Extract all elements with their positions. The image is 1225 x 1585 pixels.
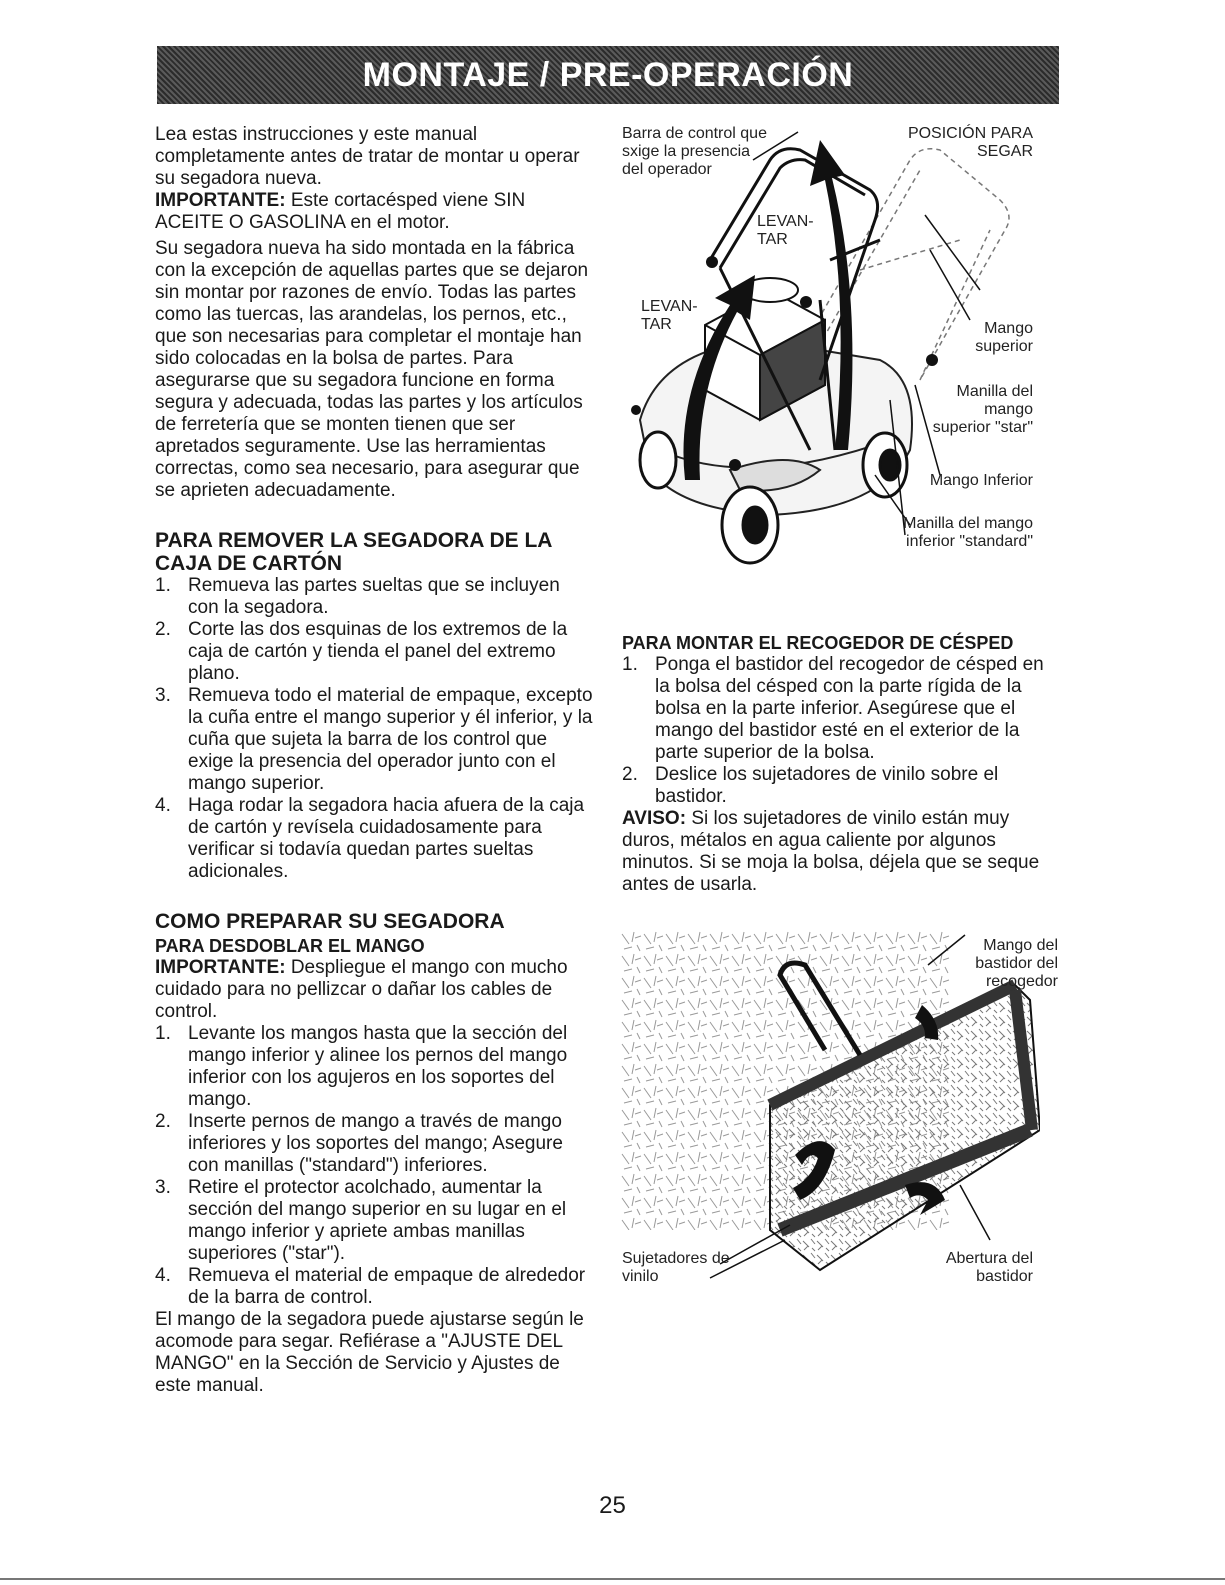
intro-assembly-paragraph: Su segadora nueva ha sido montada en la fábrica con la excepción de aquellas partes que se dejaron sin montar por razones de envío. Todas las partes como las tuercas, las arandelas, los pernos, etc., que son necesarias para completar el montaje han sido colocadas en la bolsa de partes. Para asegurarse que su segadora funcione en forma segura y adecuada, todas las partes y los artículos de ferretería que se monten tienen que ser apretados seguramente. Use las herramientas correctas, como sea necesario, para asegurar que se aprieten adecuadamente. (155, 238, 589, 501)
catcher-steps (622, 654, 1052, 808)
list-item: 1. Remueva las partes sueltas que se incluyen con la segadora. (155, 575, 560, 618)
left-column (155, 124, 595, 1397)
list-item: 2. Deslice los sujetadores de vinilo sobre el bastidor. (622, 764, 999, 807)
notice-label: AVISO: (622, 808, 687, 829)
upper-knob-label: Manilla del mango superior "star" (932, 383, 1033, 436)
remove-heading: PARA REMOVER LA SEGADORA DE LA CAJA DE CARTÓN (155, 529, 552, 575)
prepare-important: IMPORTANTE: Despliegue el mango con mucho cuidado para no pellizcar o dañar los cables de control. (155, 957, 568, 1022)
important-label: IMPORTANTE: (155, 190, 286, 211)
list-item: 2. Corte las dos esquinas de los extremos de la caja de cartón y tienda el panel del extremo plano. (155, 619, 568, 684)
important-label: IMPORTANTE: (155, 957, 286, 978)
page-number: 25 (599, 1492, 626, 1519)
mow-position-label: POSICIÓN PARA SEGAR (907, 125, 1033, 160)
section-title: MONTAJE / PRE-OPERACIÓN (362, 55, 854, 94)
prepare-steps (155, 1023, 595, 1309)
lift-label-left: LEVAN- TAR (641, 298, 698, 333)
section-title-banner (157, 46, 1059, 104)
upper-handle-label: Mango superior (975, 320, 1033, 355)
intro-paragraph: Lea estas instrucciones y este manual completamente antes de tratar de montar u operar su segadora nueva. (155, 124, 580, 189)
prepare-closing: El mango de la segadora puede ajustarse según le acomode para segar. Refiérase a "AJUSTE DEL MANGO" en la Sección de Servicio y Ajustes de este manual. (155, 1309, 584, 1396)
bottom-rule (0, 1578, 1225, 1580)
frame-handle-label: Mango del bastidor del recogedor (975, 937, 1058, 990)
catcher-notice: AVISO: Si los sujetadores de vinilo están muy duros, métalos en agua caliente por algunos minutos. Si se moja la bolsa, déjela que se seque antes de usarla. (622, 808, 1040, 895)
prepare-heading: COMO PREPARAR SU SEGADORA (155, 910, 505, 933)
lift-label-top: LEVAN- TAR (757, 213, 814, 248)
control-bar-label: Barra de control que sxige la presencia del operador (622, 125, 767, 178)
list-item: 4. Haga rodar la segadora hacia afuera de la caja de cartón y revísela cuidadosamente para verificar si todavía quedan partes sueltas adicionales. (155, 795, 585, 882)
catcher-heading: PARA MONTAR EL RECOGEDOR DE CÉSPED (622, 633, 1014, 653)
prepare-subheading: PARA DESDOBLAR EL MANGO (155, 936, 425, 956)
vinyl-clips-label: Sujetadores de vinilo (622, 1250, 730, 1285)
list-item: 3. Remueva todo el material de empaque, excepto la cuña entre el mango superior y él inferior, y la cuña que sujeta la barra de los control que exige la presencia del operador junto con el mango superior. (155, 685, 593, 794)
list-item: 2. Inserte pernos de mango a través de mango inferiores y los soportes del mango; Asegure con manillas ("standard") inferiores. (155, 1111, 563, 1176)
intro-important (155, 190, 595, 234)
lower-knob-label: Manilla del mango inferior "standard" (903, 515, 1033, 550)
lower-handle-label: Mango Inferior (929, 472, 1033, 489)
important-text: Este cortacésped viene SIN ACEITE O GASOLINA en el motor. (155, 190, 526, 233)
list-item: 4. Remueva el material de empaque de alrededor de la barra de control. (155, 1265, 586, 1308)
right-column (622, 632, 1052, 896)
list-item: 3. Retire el protector acolchado, aumentar la sección del mango superior en su lugar en el mango inferior y apriete ambas manillas superiores ("star"). (155, 1177, 567, 1264)
list-item: 1. Levante los mangos hasta que la sección del mango inferior y alinee los pernos del mango inferior con los agujeros en los soportes del mango. (155, 1023, 568, 1110)
list-item: 1. Ponga el bastidor del recogedor de césped en la bolsa del césped con la parte rígida de la bolsa en la parte inferior. Asegúrese que el mango del bastidor esté en el exterior de la parte superior de la bolsa. (622, 654, 1044, 763)
frame-opening-label: Abertura del bastidor (945, 1250, 1033, 1285)
remove-steps (155, 575, 595, 883)
